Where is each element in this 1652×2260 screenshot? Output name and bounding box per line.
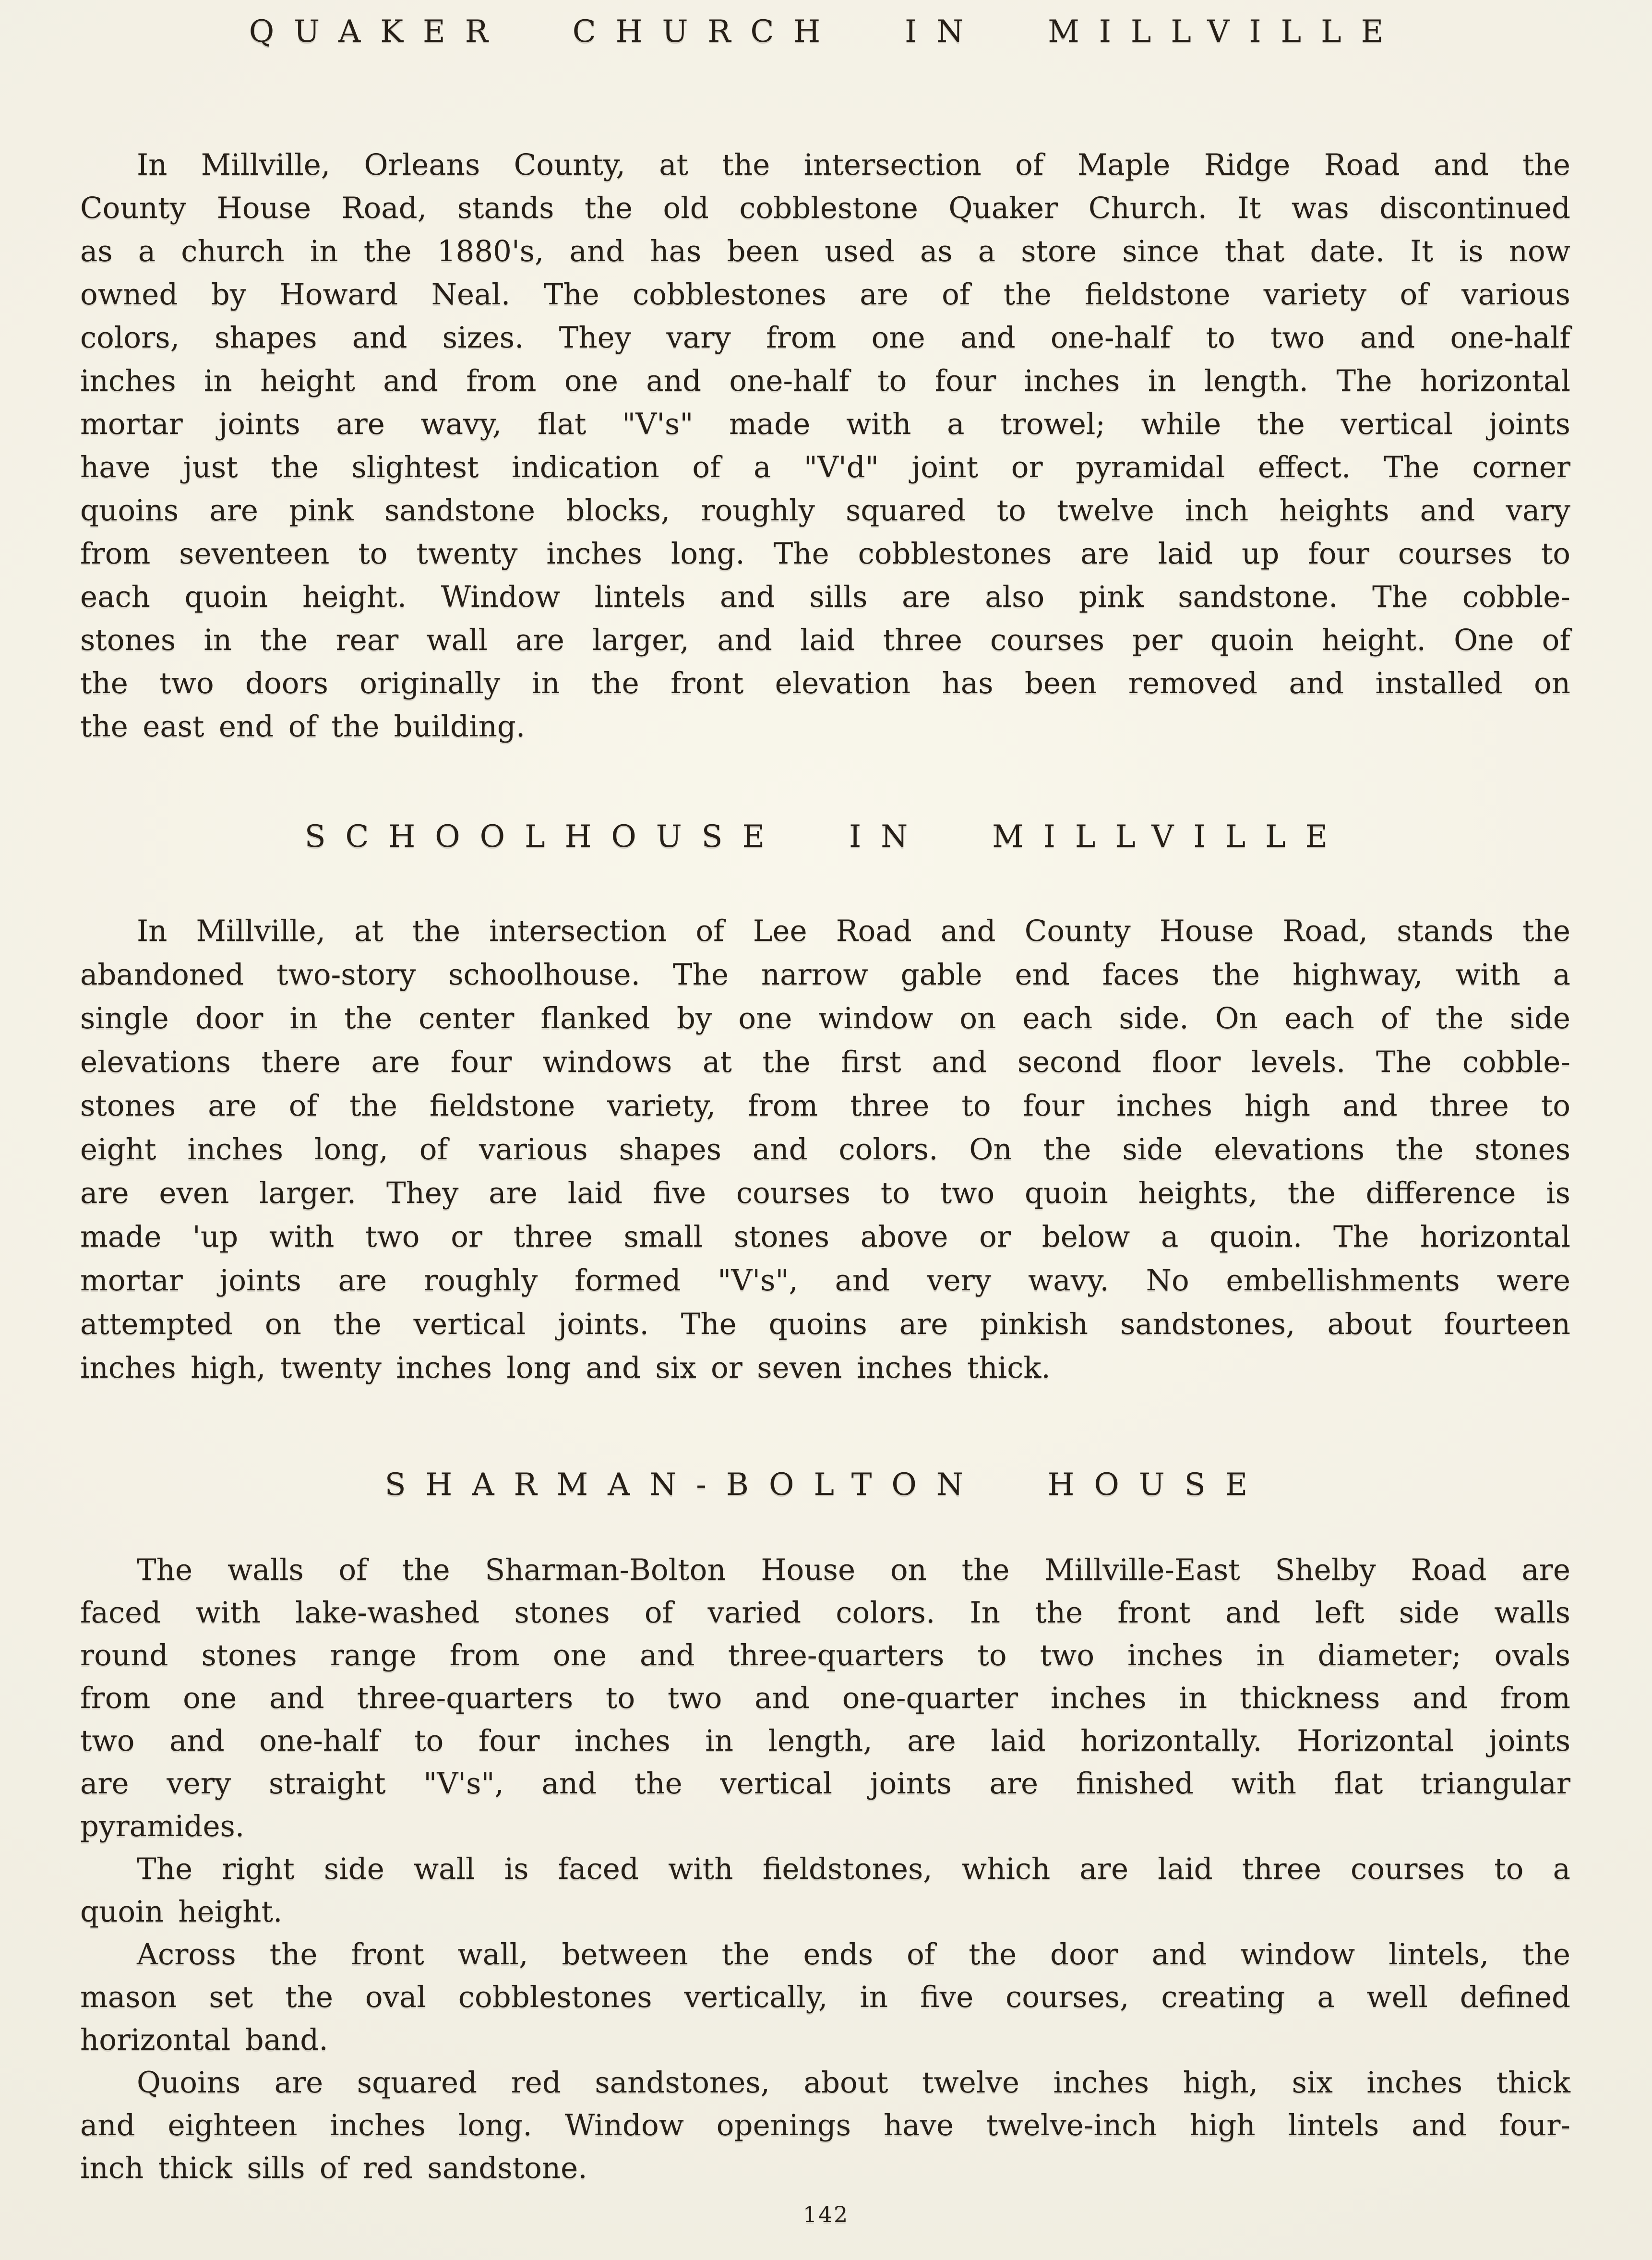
section-body-schoolhouse (80, 909, 1570, 1390)
text-line: from seventeen to twenty inches long. The cobblestones are laid up four courses to (80, 537, 1570, 571)
text-line: quoins are pink sandstone blocks, roughly squared to twelve inch heights and vary (80, 493, 1570, 528)
text-line: abandoned two-story schoolhouse. The narrow gable end faces the highway, with a (80, 958, 1570, 992)
text-line: inch thick sills of red sandstone. (80, 2151, 587, 2185)
text-line: owned by Howard Neal. The cobblestones are of the fieldstone variety of various (80, 277, 1570, 312)
text-line: stones in the rear wall are larger, and laid three courses per quoin height. One of (80, 623, 1570, 657)
text-line: The walls of the Sharman-Bolton House on the Millville-East Shelby Road are (137, 1553, 1570, 1587)
text-line: two and one-half to four inches in length, are laid horizontally. Horizontal joints (80, 1724, 1570, 1758)
text-line: as a church in the 1880's, and has been used as a store since that date. It is now (80, 234, 1570, 268)
heading-schoolhouse-in-millville: SCHOOLHOUSE IN MILLVILLE (304, 819, 1348, 854)
text-line: the two doors originally in the front elevation has been removed and installed on (80, 666, 1570, 700)
text-line: The right side wall is faced with fieldstones, which are laid three courses to a (137, 1852, 1570, 1886)
text-line: are very straight "V's", and the vertical joints are finished with flat triangular (80, 1767, 1570, 1801)
page-number: 142 (802, 2201, 850, 2227)
text-line: have just the slightest indication of a "V'd" joint or pyramidal effect. The corner (80, 450, 1570, 484)
text-line: pyramides. (80, 1809, 245, 1843)
text-line: County House Road, stands the old cobblestone Quaker Church. It was discontinued (80, 191, 1570, 225)
text-line: Quoins are squared red sandstones, about twelve inches high, six inches thick (137, 2066, 1570, 2100)
text-line: are even larger. They are laid five courses to two quoin heights, the difference is (80, 1176, 1570, 1210)
text-line: single door in the center flanked by one window on each side. On each of the side (80, 1001, 1570, 1035)
text-line: mortar joints are roughly formed "V's", and very wavy. No embellishments were (80, 1263, 1570, 1298)
heading-quaker-church-in-millville: QUAKER CHURCH IN MILLVILLE (249, 14, 1403, 49)
text-line: mortar joints are wavy, flat "V's" made with a trowel; while the vertical joints (80, 407, 1570, 441)
text-line: elevations there are four windows at the first and second floor levels. The cobble- (80, 1045, 1570, 1079)
text-line: each quoin height. Window lintels and sills are also pink sandstone. The cobble- (80, 580, 1570, 614)
section-body-sharman-bolton (80, 1549, 1570, 2189)
text-line: faced with lake-washed stones of varied colors. In the front and left side walls (80, 1596, 1570, 1630)
text-line: colors, shapes and sizes. They vary from one and one-half to two and one-half (80, 321, 1570, 355)
text-line: In Millville, Orleans County, at the intersection of Maple Ridge Road and the (137, 148, 1570, 182)
text-line: stones are of the fieldstone variety, from three to four inches high and three to (80, 1089, 1570, 1123)
text-line: the east end of the building. (80, 709, 526, 744)
text-line: from one and three-quarters to two and one-quarter inches in thickness and from (80, 1681, 1570, 1715)
heading-sharman-bolton-house: SHARMAN-BOLTON HOUSE (384, 1467, 1268, 1503)
text-line: quoin height. (80, 1895, 283, 1929)
text-line: mason set the oval cobblestones vertically, in five courses, creating a well defined (80, 1980, 1570, 2014)
section-body-quaker-church (80, 144, 1570, 748)
text-line: inches high, twenty inches long and six or seven inches thick. (80, 1351, 1051, 1385)
text-line: horizontal band. (80, 2023, 328, 2057)
text-line: Across the front wall, between the ends of the door and window lintels, the (137, 1937, 1570, 1971)
text-line: In Millville, at the intersection of Lee Road and County House Road, stands the (137, 914, 1570, 948)
text-line: inches in height and from one and one-half to four inches in length. The horizontal (80, 364, 1570, 398)
text-line: eight inches long, of various shapes and colors. On the side elevations the stones (80, 1132, 1570, 1166)
text-line: made 'up with two or three small stones above or below a quoin. The horizontal (80, 1220, 1570, 1254)
text-line: attempted on the vertical joints. The quoins are pinkish sandstones, about fourteen (80, 1307, 1570, 1341)
text-line: and eighteen inches long. Window openings have twelve-inch high lintels and four- (80, 2108, 1570, 2142)
text-line: round stones range from one and three-quarters to two inches in diameter; ovals (80, 1638, 1570, 1672)
